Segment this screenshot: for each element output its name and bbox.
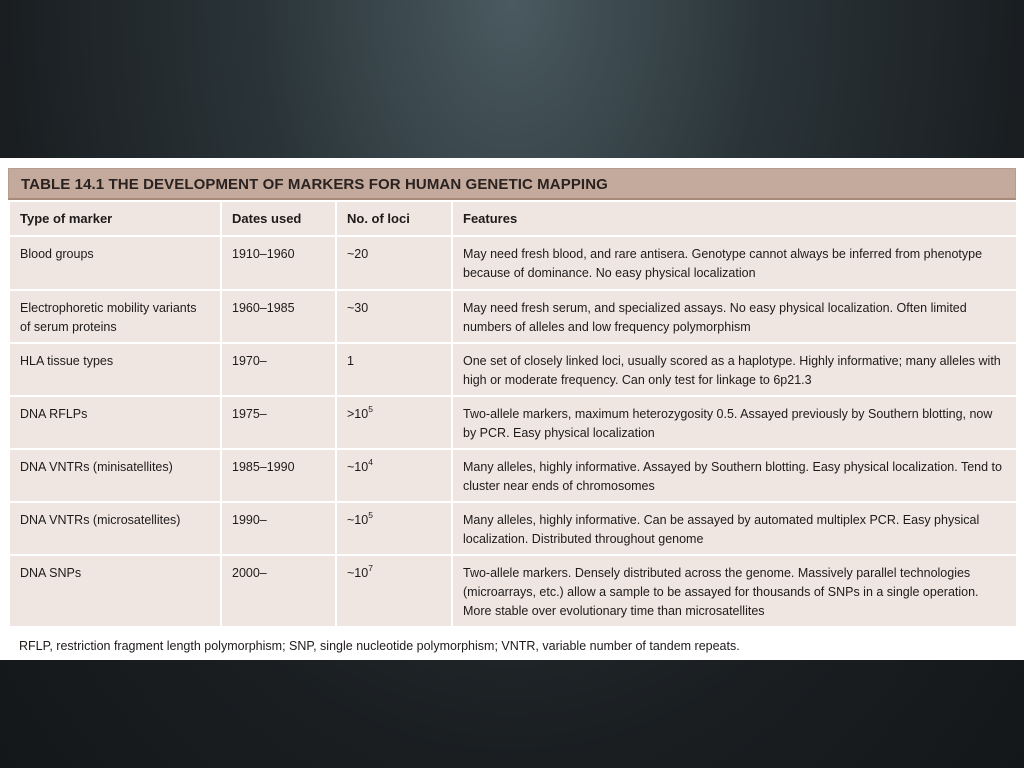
loci-value: ~10 — [347, 566, 369, 580]
cell-dates-used: 1985–1990 — [221, 449, 336, 502]
header-no-of-loci: No. of loci — [336, 201, 452, 236]
cell-loci-count — [336, 290, 452, 343]
cell-features: Many alleles, highly informative. Assayed by Southern blotting. Easy physical localization. Tend to cluster near ends of chromosomes — [452, 449, 1017, 502]
loci-exponent: 5 — [368, 510, 373, 520]
loci-exponent: 4 — [368, 457, 373, 467]
cell-features: May need fresh serum, and specialized assays. No easy physical localization. Often limited numbers of alleles and low frequency polymorphism — [452, 290, 1017, 343]
cell-features: May need fresh blood, and rare antisera. Genotype cannot always be inferred from phenotype because of dominance. No easy physical localization — [452, 236, 1017, 290]
cell-marker-type: DNA SNPs — [9, 555, 221, 627]
header-dates-used: Dates used — [221, 201, 336, 236]
cell-loci-count — [336, 236, 452, 290]
loci-exponent: 5 — [368, 404, 373, 414]
cell-loci-count — [336, 449, 452, 502]
cell-dates-used: 1970– — [221, 343, 336, 396]
table-footnote: RFLP, restriction fragment length polymorphism; SNP, single nucleotide polymorphism; VNTR, variable number of tandem repeats. — [19, 639, 740, 653]
cell-features: Two-allele markers, maximum heterozygosity 0.5. Assayed previously by Southern blotting, now by PCR. Easy physical localization — [452, 396, 1017, 449]
table-row — [9, 236, 1017, 290]
loci-value: 1 — [347, 354, 354, 368]
loci-exponent: 7 — [368, 563, 373, 573]
cell-marker-type: HLA tissue types — [9, 343, 221, 396]
loci-value: ~30 — [347, 301, 369, 315]
cell-features: Many alleles, highly informative. Can be assayed by automated multiplex PCR. Easy physical localization. Distributed throughout genome — [452, 502, 1017, 555]
cell-loci-count — [336, 502, 452, 555]
table-title: TABLE 14.1 THE DEVELOPMENT OF MARKERS FOR HUMAN GENETIC MAPPING — [8, 168, 1016, 200]
marker-table — [8, 200, 1018, 628]
table-row — [9, 555, 1017, 627]
table-header-row — [9, 201, 1017, 236]
cell-loci-count — [336, 555, 452, 627]
cell-loci-count — [336, 343, 452, 396]
header-type-of-marker: Type of marker — [9, 201, 221, 236]
cell-marker-type: DNA VNTRs (minisatellites) — [9, 449, 221, 502]
slide-panel — [0, 158, 1024, 660]
table-row — [9, 449, 1017, 502]
marker-table-container — [8, 168, 1016, 628]
cell-dates-used: 1910–1960 — [221, 236, 336, 290]
loci-value: ~20 — [347, 247, 369, 261]
table-row — [9, 290, 1017, 343]
table-row — [9, 396, 1017, 449]
cell-loci-count — [336, 396, 452, 449]
cell-dates-used: 1975– — [221, 396, 336, 449]
header-features: Features — [452, 201, 1017, 236]
table-row — [9, 343, 1017, 396]
cell-dates-used: 1990– — [221, 502, 336, 555]
loci-value: ~10 — [347, 513, 369, 527]
cell-features: Two-allele markers. Densely distributed across the genome. Massively parallel technologies (microarrays, etc.) allow a sample to be assayed for thousands of SNPs in a single operation. More stable over evolutionary time than microsatellites — [452, 555, 1017, 627]
cell-marker-type: Electrophoretic mobility variants of serum proteins — [9, 290, 221, 343]
cell-marker-type: DNA VNTRs (microsatellites) — [9, 502, 221, 555]
cell-dates-used: 1960–1985 — [221, 290, 336, 343]
cell-marker-type: Blood groups — [9, 236, 221, 290]
cell-marker-type: DNA RFLPs — [9, 396, 221, 449]
cell-features: One set of closely linked loci, usually scored as a haplotype. Highly informative; many alleles with high or moderate frequency. Can only test for linkage to 6p21.3 — [452, 343, 1017, 396]
loci-value: >10 — [347, 407, 369, 421]
cell-dates-used: 2000– — [221, 555, 336, 627]
loci-value: ~10 — [347, 460, 369, 474]
table-row — [9, 502, 1017, 555]
